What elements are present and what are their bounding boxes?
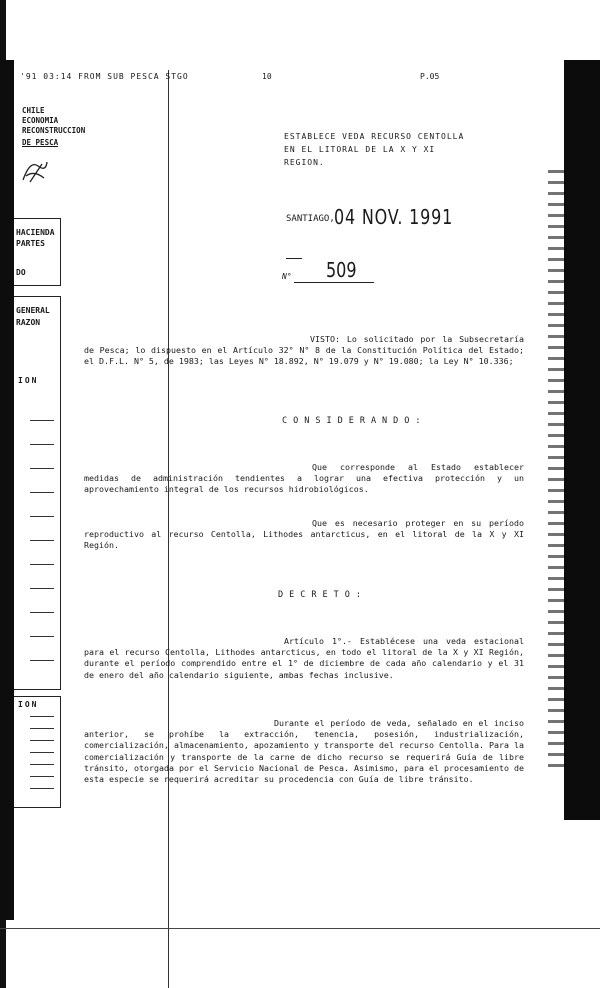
sidebar-rule [30,588,54,589]
sidebar-rule [30,420,54,421]
lower-tail-label: ION [18,700,39,709]
sidebar-rule [30,764,54,765]
sidebar-rule [30,636,54,637]
fax-page-number: 10 [262,72,272,81]
articulo-1-text: Establécese una veda estacional para el recurso Centolla, Lithodes antarcticus, en todo el litoral de la X y XI Región, durante el período comprendido entre el 1° de diciembre de cada año calendario y el 31 de enero del año calendario siguiente, ambas fechas inclusive. [84,636,525,680]
visto-text: Lo solicitado por la Subsecretaría de Pesca; lo dispuesto en el Artículo 32° N° 8 de la Constitución Política del Estado; el D.F.L. N° 5, de 1983; las Leyes N° 18.892, N° 19.079 y N° 19.080; la Ley N° 10.336; [84,334,525,367]
sidebar-rule [30,564,54,565]
sidebar-rule [30,612,54,613]
right-scan-edge [564,60,600,820]
decree-number: 509 [326,258,357,282]
razon-label: RAZON [16,318,41,327]
articulo-1-lead: Artículo 1°.- [284,636,352,646]
sidebar-rule [30,788,54,789]
right-scan-noise [548,170,566,770]
visto-lead: VISTO: [310,334,340,344]
sidebar-line-1: CHILE [22,106,45,115]
considerando-paragraph-2 [84,518,524,552]
decree-date: 04 NOV. 1991 [334,205,454,229]
sidebar-rule [30,716,54,717]
sidebar-rule [30,740,54,741]
number-label: N° [282,272,292,281]
bottom-page-edge [0,928,600,929]
sidebar-line-4: DE PESCA [22,138,59,147]
sidebar-rule [30,752,54,753]
hacienda-label: HACIENDA [16,228,55,237]
decree-title: ESTABLECE VEDA RECURSO CENTOLLA EN EL LITORAL DE LA X Y XI REGION. [284,132,465,167]
veda-text: Durante el período de veda, señalado en el inciso anterior, se prohíbe la extracción, tenencia, posesión, industrialización, comercialización, almacenamiento, apozamiento y transporte del recurso Centolla. Para la comercialización y transporte de la carne de dicho recurso se requerirá Guía de libre tránsito, otorgada por el Servicio Nacional de Pesca. Asimismo, para el procesamiento de esta especie se requerirá acreditar su procedencia con Guía de libre tránsito. [84,718,524,785]
number-dash [286,258,302,259]
sidebar-rule [30,728,54,729]
articulo-1-paragraph [84,636,524,681]
signature-mark-icon [20,156,50,184]
sidebar-line-2: ECONOMIA [22,116,59,125]
considerando-2-text: Que es necesario proteger en su período reproductivo al recurso Centolla, Lithodes antarcticus, en el litoral de la X y XI Región. [84,518,524,551]
sidebar-rule [30,468,54,469]
number-underline [294,282,374,283]
contraloria-box [14,296,61,690]
considerando-1-text: Que corresponde al Estado establecer medidas de administración tendientes a lograr una efectiva protección y un aprovechamiento integral de los recursos hidrobiológicos. [84,462,524,495]
sidebar-rule [30,660,54,661]
sidebar-rule [30,444,54,445]
hacienda-tail-label: DO [16,268,26,277]
considerando-paragraph-1 [84,462,524,496]
visto-paragraph [84,334,524,368]
sidebar-line-3: RECONSTRUCCION [22,126,86,135]
general-tail-label: ION [18,376,39,385]
fax-page-code: P.05 [420,72,440,81]
sidebar-rule [30,516,54,517]
sidebar-rule [30,540,54,541]
decreto-heading: DECRETO: [278,590,367,600]
left-scan-shadow [0,60,14,920]
partes-label: PARTES [16,239,45,248]
fax-transmission-header: '91 03:14 FROM SUB PESCA STGO [20,72,189,81]
sidebar-rule [30,776,54,777]
considerando-heading: CONSIDERANDO: [282,416,427,426]
general-label: GENERAL [16,306,50,315]
place-label: SANTIAGO, [286,214,335,224]
sidebar-rule [30,492,54,493]
veda-paragraph [84,718,524,785]
